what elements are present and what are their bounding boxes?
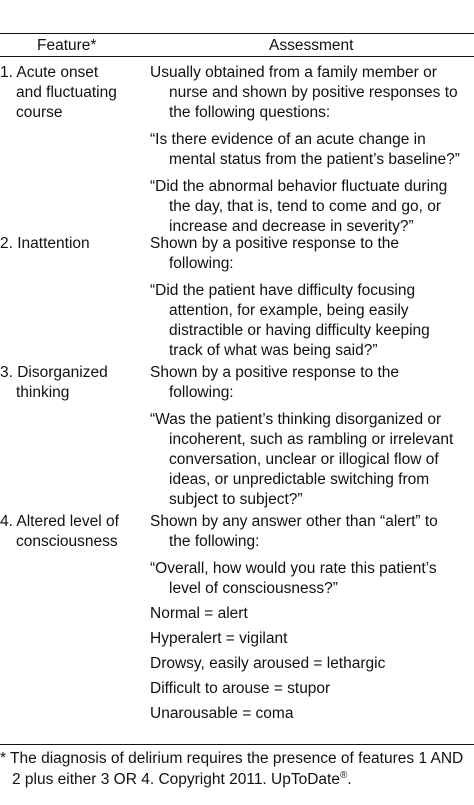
assessment-question: the day, that is, tend to come and go, or [169, 198, 441, 215]
assessment-question: distractible or having difficulty keeping [169, 322, 430, 339]
assessment-cell [150, 63, 472, 237]
assessment-question: subject to subject?” [169, 491, 303, 508]
footnote-text: 2 plus either 3 OR 4. Copyright 2011. UpToDate [12, 771, 340, 788]
footnote [0, 748, 474, 790]
header-bottom-rule [0, 56, 474, 57]
feature-text: thinking [16, 384, 70, 401]
feature-cell [0, 512, 140, 552]
assessment-intro: the following questions: [169, 104, 331, 121]
rating-option: Hyperalert = vigilant [150, 630, 288, 647]
assessment-question: incoherent, such as rambling or irrelevant [169, 431, 454, 448]
footnote-line: * The diagnosis of delirium requires the presence of features 1 AND [0, 750, 464, 767]
assessment-intro: nurse and shown by positive responses to [169, 84, 458, 101]
assessment-intro: the following: [169, 533, 260, 550]
assessment-intro: following: [169, 384, 234, 401]
assessment-question: ideas, or unpredictable switching from [169, 471, 430, 488]
rating-option: Difficult to arouse = stupor [150, 680, 331, 697]
assessment-intro: Shown by a positive response to the [150, 235, 400, 252]
assessment-question: “Did the abnormal behavior fluctuate during [150, 178, 448, 195]
assessment-intro: Shown by a positive response to the [150, 364, 400, 381]
assessment-question: “Overall, how would you rate this patient’s [150, 560, 437, 577]
feature-cell [0, 234, 140, 254]
footnote-period: . [347, 771, 352, 788]
rating-option: Normal = alert [150, 605, 248, 622]
feature-text: and fluctuating [16, 84, 117, 101]
assessment-intro: following: [169, 255, 234, 272]
assessment-question: increase and decrease in severity?” [169, 218, 414, 235]
feature-text: consciousness [16, 533, 118, 550]
assessment-cell [150, 363, 472, 510]
feature-text: course [16, 104, 63, 121]
column-header-feature: Feature* [37, 37, 97, 54]
assessment-cell [150, 512, 472, 724]
assessment-question: conversation, unclear or illogical flow of [169, 451, 439, 468]
assessment-intro: Usually obtained from a family member or [150, 64, 437, 81]
assessment-question: track of what was being said?” [169, 342, 378, 359]
column-header-assessment: Assessment [269, 37, 354, 54]
assessment-cell [150, 234, 472, 361]
rating-option: Unarousable = coma [150, 705, 294, 722]
assessment-question: level of consciousness?” [169, 580, 338, 597]
feature-text: 2. Inattention [0, 235, 90, 252]
assessment-question: “Was the patient’s thinking disorganized or [150, 411, 442, 428]
table-top-rule [0, 33, 474, 34]
assessment-question: mental status from the patient’s baseline?” [169, 151, 460, 168]
footnote-line [0, 769, 474, 790]
table-bottom-rule [0, 744, 474, 745]
feature-cell [0, 363, 140, 403]
rating-option: Drowsy, easily aroused = lethargic [150, 655, 386, 672]
feature-text: 1. Acute onset [0, 64, 99, 81]
assessment-question: attention, for example, being easily [169, 302, 409, 319]
feature-cell [0, 63, 140, 123]
feature-text: 4. Altered level of [0, 513, 119, 530]
assessment-question: “Did the patient have difficulty focusing [150, 282, 416, 299]
assessment-question: “Is there evidence of an acute change in [150, 131, 426, 148]
registered-trademark-mark: ® [339, 769, 348, 781]
assessment-intro: Shown by any answer other than “alert” to [150, 513, 438, 530]
feature-text: 3. Disorganized [0, 364, 108, 381]
